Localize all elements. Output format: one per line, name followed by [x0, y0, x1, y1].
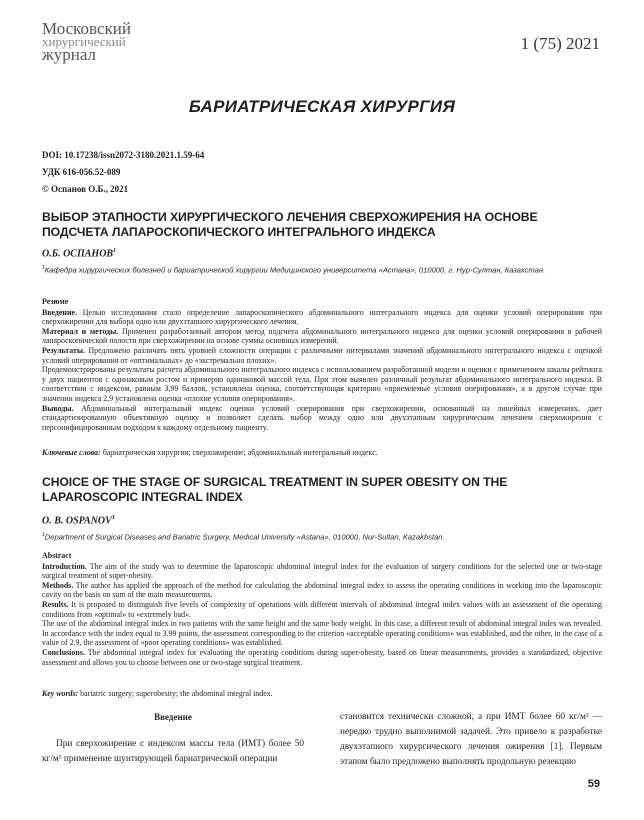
logo-line-2: хирургический — [42, 34, 126, 49]
ru-author-sup: 1 — [113, 248, 117, 254]
logo-line-3: журнал — [42, 45, 97, 64]
en-abstract-heading: Abstract — [42, 551, 72, 560]
body-right-column — [340, 710, 602, 770]
ru-keywords — [42, 448, 602, 458]
ru-abstract-heading: Резюме — [42, 297, 69, 306]
ru-title: ВЫБОР ЭТАПНОСТИ ХИРУРГИЧЕСКОГО ЛЕЧЕНИЯ СВЕРХОЖИРЕНИЯ НА ОСНОВЕ ПОДСЧЕТА ЛАПАРОСКОПИЧЕСКОГО ИНТЕГРАЛЬНОГО ИНДЕКСА — [42, 210, 538, 239]
journal-logo — [42, 19, 131, 64]
ru-abstract — [42, 297, 602, 432]
en-author — [42, 515, 115, 526]
ru-results-2: Продемонстрированы результаты расчета абдоминального интегрального индекса с использованием разработанной модели и оценки с применением шкалы рейтинга у двух пациентов с одинаковым ростом и примерно одинаковой массой тела. При этом выявлен различный результат абдоминального интегрального индекса. В соответствии с индексом, равным 3,99 баллов, установлена оценка, соответствующая критерию «приемлемые условия оперирования», а в другом случае при значении индекса 2,9 установлена оценка «плохие условия оперирования». — [42, 365, 602, 403]
page-number: 59 — [587, 778, 600, 790]
ru-methods — [42, 327, 602, 346]
en-methods-text: The author has applied the approach of the method for calculating the abdominal integral index to assess the operating conditions in working into the laparoscopic cavity on the basis on sum of the main measurements. — [42, 580, 602, 600]
ru-author — [42, 248, 116, 259]
ru-intro-text: Целью исследования стало определение лапароскопического абдоминального интегрального индекса для оценки условий оперирования при сверхожирении для выбора одно или двухэтапного хирургического лечения. — [42, 307, 602, 327]
en-keywords — [42, 689, 602, 699]
en-intro — [42, 562, 602, 581]
en-title: CHOICE OF THE STAGE OF SURGICAL TREATMENT IN SUPER OBESITY ON THE LAPAROSCOPIC INTEGRAL INDEX — [42, 475, 508, 504]
ru-affiliation — [42, 263, 602, 276]
en-methods-label: Methods. — [42, 580, 74, 590]
body-left-column — [42, 710, 304, 767]
ru-results-text: Предложено различать пять уровней сложности операции с различными интервалами значений абдоминального интегрального индекса с оценкой условий оперирования от «оптимальных» до «экстремально плохих». — [42, 345, 602, 365]
udc: УДК 616-056.52-089 — [42, 167, 121, 177]
ru-affil-sup: 1 — [42, 265, 45, 271]
en-conclusions — [42, 648, 602, 667]
ru-conclusions-label: Выводы. — [42, 403, 74, 413]
en-conclusions-label: Conclusions. — [42, 647, 85, 657]
en-author-sup: 1 — [111, 515, 115, 521]
ru-conclusions-text: Абдоминальный интегральный индекс оценки условий оперирования при сверхожирении, основанный на линейных измерениях, дает стандартизированную объективную оценку и позволяет сделать выбор между одно или двухэтапным хирургическим лечением сверхожирения с персонифицированным подходом к каждому отдельному пациенту. — [42, 403, 602, 432]
ru-results-label: Результаты. — [42, 345, 85, 355]
en-abstract — [42, 551, 602, 667]
ru-keywords-text: бариатрическая хирургия; сверхожирение; абдоминальный интегральный индекс. — [102, 448, 378, 457]
en-intro-label: Introduction. — [42, 561, 87, 571]
en-conclusions-text: The abdominal integral index for evaluating the operating conditions during super-obesity, based on linear measurements, provides a standardized, objective assessment and allows you to choose between one or two-stage surgical treatment. — [42, 647, 602, 667]
en-affil-sup: 1 — [42, 532, 45, 538]
issue-number: 1 (75) 2021 — [520, 34, 600, 53]
en-affiliation — [42, 530, 602, 543]
body-left-text: При сверхожирение с индексом массы тела (ИМТ) более 50 кг/м² применение шунтирующей бариатрической операции — [42, 739, 304, 764]
en-affiliation-text: Department of Surgical Diseases and Bariatric Surgery, Medical University «Astana», 010000, Nur-Sultan, Kazakhstan. — [44, 532, 445, 542]
ru-methods-text: Применен разработанный автором метод подсчета абдоминального интегрального индекса для оценки условий оперирования в рабочей лапароскопической полости при сверхожирении на основе суммы основных измерений. — [42, 326, 602, 346]
ru-intro-label: Введение. — [42, 307, 77, 317]
en-methods — [42, 581, 602, 600]
logo-line-1: Московский — [42, 19, 131, 38]
doi: DOI: 10.17238/issn2072-3180.2021.1.59-64 — [42, 150, 205, 160]
en-results-label: Results. — [42, 599, 69, 609]
en-intro-text: The aim of the study was to determine the laparoscopic abdominal integral index for the evaluation of surgery conditions for the selected one or two-stage surgical treatment of super-obesity. — [42, 561, 602, 581]
ru-methods-label: Материал и методы. — [42, 326, 119, 336]
ru-affiliation-text: Кафедра хирургических болезней и бариатрической хирургии Медицинского университета «Астана», 010000, г. Нур-Султан, Казахстан. — [44, 265, 546, 275]
body-intro-heading: Введение — [154, 712, 192, 722]
en-results-text: It is proposed to distinguish five levels of complexity of operations with different intervals of abdominal integral index values with an assessment of the operating conditions from «optimal» to «extremely bad». — [42, 599, 602, 619]
en-results — [42, 600, 602, 619]
body-right-text: становится технически сложной, а при ИМТ более 60 кг/м² — нередко трудно выполнимой задачей. Это привело к разработке двухэтапного хирургического лечения ожирения [1]. Первым этапом было предложено выполнять продольную резекцию — [340, 712, 602, 767]
section-title: БАРИАТРИЧЕСКАЯ ХИРУРГИЯ — [188, 97, 456, 116]
copyright: © Оспанов О.Б., 2021 — [42, 184, 129, 194]
en-author-name: O. B. OSPANOV — [42, 515, 112, 527]
ru-intro — [42, 308, 602, 327]
ru-results — [42, 346, 602, 365]
en-keywords-label: Key words: — [42, 689, 79, 698]
en-keywords-text: bariatric surgery; superobesity; the abdominal integral index. — [80, 689, 273, 698]
ru-keywords-label: Ключевые слова: — [42, 448, 101, 457]
en-results-2: The use of the abdominal integral index in two patients with the same height and the same body weight. In this case, a different result of abdominal integral index was revealed. In accordance with the index equal to 3.99 points, the assessment corresponding to the criterion «acceptable operating conditions» was established, and the other, in the case of a value of 2.9, the assessment of «poor operating conditions» was established. — [42, 619, 602, 648]
ru-conclusions — [42, 404, 602, 433]
ru-author-name: О.Б. ОСПАНОВ — [42, 248, 114, 260]
